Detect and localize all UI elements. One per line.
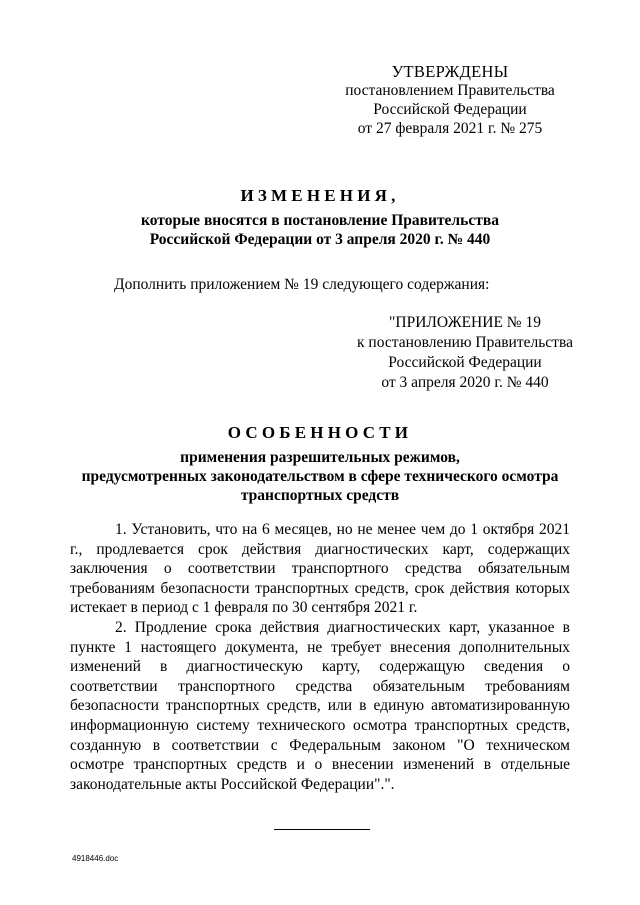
section2-subtitle (70, 448, 570, 505)
appendix-line-1: "ПРИЛОЖЕНИЕ № 19 (389, 314, 541, 331)
section1-subtitle-line-2: Российской Федерации от 3 апреля 2020 г. № 440 (149, 231, 491, 248)
section2-subtitle-line-3: транспортных средств (240, 487, 400, 504)
approval-line-3: от 27 февраля 2021 г. № 275 (357, 120, 543, 137)
section2-subtitle-line-1: применения разрешительных режимов, (180, 449, 460, 466)
approval-line-1: постановлением Правительства (345, 82, 555, 99)
approval-heading: УТВЕРЖДЕНЫ (391, 62, 509, 81)
body-text (70, 520, 570, 794)
appendix-line-3: Российской Федерации (388, 354, 542, 371)
appendix-line-2: к постановлению Правительства (357, 334, 573, 351)
section1-subtitle (80, 211, 560, 249)
approval-block (340, 62, 560, 138)
end-divider (274, 829, 370, 830)
paragraph-2: 2. Продление срока действия диагностических карт, указанное в пункте 1 настоящего документа, не требует внесения дополнительных изменений в диагностическую карту, содержащую сведения о соответствии транспортного средства обязательным требованиям безопасности транспортных средств, или в единую автоматизированную информационную систему технического осмотра транспортных средств, созданную в соответствии с Федеральным законом "О техническом осмотре транспортных средств и о внесении изменений в отдельные законодательные акты Российской Федерации".". (70, 618, 570, 793)
section2-subtitle-line-2: предусмотренных законодательством в сфере технического осмотра (81, 468, 559, 485)
appendix-line-4: от 3 апреля 2020 г. № 440 (381, 374, 549, 391)
paragraph-1: 1. Установить, что на 6 месяцев, но не менее чем до 1 октября 2021 г., продлевается срок действия диагностических карт, содержащих заключения о соответствии транспортного средства обязательным требованиям безопасности транспортных средств, срок действия которых истекает в период с 1 февраля по 30 сентября 2021 г. (70, 521, 570, 617)
section1-title: ИЗМЕНЕНИЯ, (240, 186, 400, 205)
section1-subtitle-line-1: которые вносятся в постановление Правительства (141, 212, 499, 229)
approval-line-2: Российской Федерации (373, 101, 527, 118)
section2-title: ОСОБЕННОСТИ (227, 423, 413, 442)
footer-filename: 4918446.doc (72, 854, 119, 863)
appendix-block (340, 313, 590, 393)
intro-text: Дополнить приложением № 19 следующего содержания: (114, 276, 490, 293)
